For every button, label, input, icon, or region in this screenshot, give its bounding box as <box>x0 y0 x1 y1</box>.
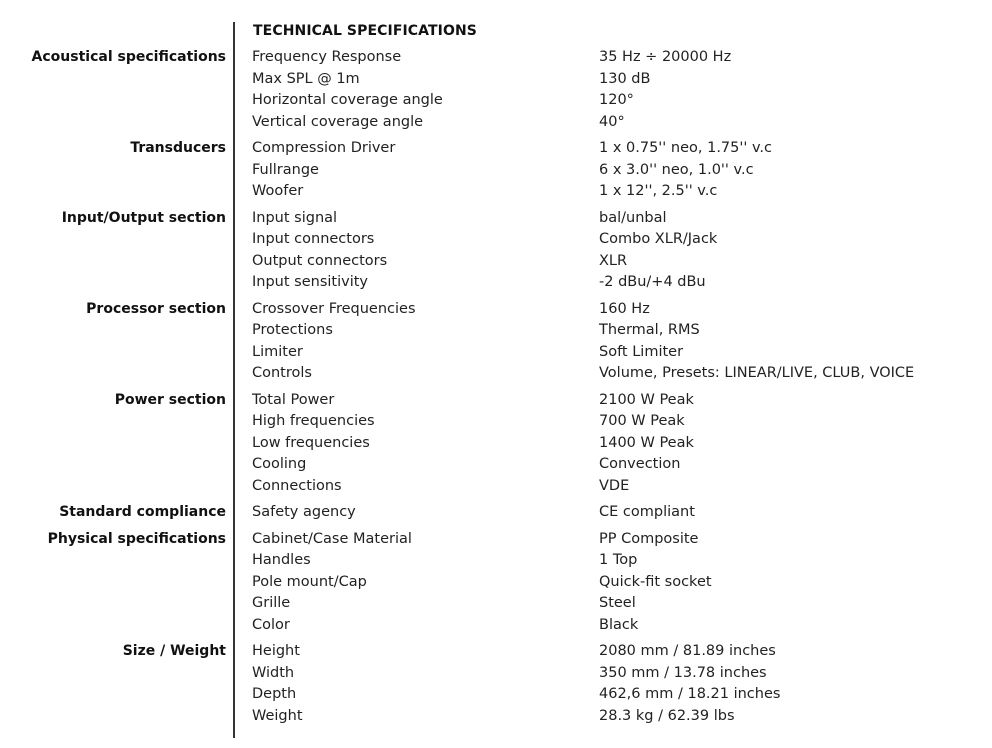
spec-value: Combo XLR/Jack <box>599 231 718 247</box>
spec-row <box>0 229 992 251</box>
spec-value: Soft Limiter <box>599 343 684 360</box>
spec-value: Quick-fit socket <box>599 573 712 590</box>
spec-property: Controls <box>252 365 312 381</box>
spec-value: CE compliant <box>599 504 695 520</box>
spec-row <box>0 272 992 294</box>
spec-property: Frequency Response <box>252 49 402 65</box>
spec-value: XLR <box>599 252 628 269</box>
section-acoustical <box>0 47 992 133</box>
spec-property: Grille <box>252 595 291 611</box>
spec-property: Input signal <box>252 209 338 226</box>
spec-row <box>0 138 992 160</box>
spec-row <box>0 593 992 615</box>
spec-row <box>0 529 992 551</box>
section-power <box>0 390 992 498</box>
spec-row <box>0 454 992 476</box>
spec-value: 350 mm / 13.78 inches <box>599 664 767 681</box>
spec-row <box>0 572 992 594</box>
spec-property: Woofer <box>252 183 304 199</box>
spec-value: 700 W Peak <box>599 413 685 429</box>
spec-row <box>0 684 992 706</box>
spec-row <box>0 181 992 203</box>
spec-row <box>0 663 992 685</box>
spec-property: Total Power <box>252 391 335 408</box>
spec-property: Protections <box>252 322 333 338</box>
spec-value: 35 Hz ÷ 20000 Hz <box>599 49 732 65</box>
section-label: Processor section <box>86 300 226 317</box>
spec-property: Weight <box>252 707 303 724</box>
spec-row <box>0 47 992 69</box>
spec-value: 1 x 12'', 2.5'' v.c <box>599 183 718 199</box>
spec-property: Low frequencies <box>252 434 370 451</box>
section-input-output <box>0 208 992 294</box>
spec-row <box>0 433 992 455</box>
spec-row <box>0 251 992 273</box>
spec-property: Cooling <box>252 456 307 472</box>
spec-value: 160 Hz <box>599 300 650 317</box>
spec-value: PP Composite <box>599 530 699 547</box>
spec-row <box>0 706 992 728</box>
spec-row <box>0 112 992 134</box>
section-label: Power section <box>114 391 226 408</box>
spec-row <box>0 390 992 412</box>
spec-property: Crossover Frequencies <box>252 300 416 317</box>
spec-value: Volume, Presets: LINEAR/LIVE, CLUB, VOICE <box>599 365 915 381</box>
spec-property: Input connectors <box>252 231 375 247</box>
spec-property: Handles <box>252 552 311 568</box>
spec-property: Horizontal coverage angle <box>252 92 443 108</box>
section-label: Size / Weight <box>122 643 226 659</box>
section-label: Transducers <box>130 140 226 156</box>
spec-row <box>0 476 992 498</box>
section-transducers <box>0 138 992 203</box>
spec-property: Cabinet/Case Material <box>252 530 412 547</box>
spec-value: bal/unbal <box>599 209 667 226</box>
spec-row <box>0 550 992 572</box>
section-label: Standard compliance <box>59 504 226 520</box>
spec-value: 1 Top <box>599 552 638 568</box>
spec-value: 1 x 0.75'' neo, 1.75'' v.c <box>599 140 772 156</box>
spec-property: Depth <box>252 686 297 702</box>
spec-property: Compression Driver <box>252 140 396 156</box>
spec-row <box>0 90 992 112</box>
spec-row <box>0 641 992 663</box>
spec-value: Thermal, RMS <box>599 322 700 338</box>
section-physical <box>0 529 992 637</box>
spec-value: 28.3 kg / 62.39 lbs <box>599 707 735 724</box>
spec-property: Limiter <box>252 343 303 360</box>
spec-table <box>0 47 992 732</box>
spec-value: 462,6 mm / 18.21 inches <box>599 686 781 702</box>
section-standard-compliance <box>0 502 992 524</box>
spec-value: 2100 W Peak <box>599 391 694 408</box>
section-label: Acoustical specifications <box>31 49 226 65</box>
spec-property: Pole mount/Cap <box>252 573 367 590</box>
spec-value: -2 dBu/+4 dBu <box>599 274 706 290</box>
spec-value: 2080 mm / 81.89 inches <box>599 643 776 659</box>
spec-value: Convection <box>599 456 681 472</box>
spec-property: High frequencies <box>252 413 375 429</box>
spec-value: Steel <box>599 595 636 611</box>
spec-row <box>0 615 992 637</box>
spec-value: 1400 W Peak <box>599 434 694 451</box>
spec-value: 120° <box>599 92 634 108</box>
spec-property: Safety agency <box>252 504 356 520</box>
page-title: TECHNICAL SPECIFICATIONS <box>253 23 477 39</box>
spec-value: VDE <box>599 477 630 494</box>
spec-property: Width <box>252 664 295 681</box>
spec-value: 40° <box>599 113 625 130</box>
section-label: Input/Output section <box>61 209 226 226</box>
spec-property: Connections <box>252 477 342 494</box>
spec-property: Color <box>252 616 290 633</box>
spec-row <box>0 299 992 321</box>
spec-value: 6 x 3.0'' neo, 1.0'' v.c <box>599 161 754 178</box>
spec-row <box>0 502 992 524</box>
spec-row <box>0 69 992 91</box>
section-size-weight <box>0 641 992 727</box>
spec-row <box>0 160 992 182</box>
spec-row <box>0 208 992 230</box>
spec-property: Height <box>252 643 300 659</box>
spec-property: Vertical coverage angle <box>252 113 424 130</box>
section-label: Physical specifications <box>47 530 226 547</box>
spec-row <box>0 342 992 364</box>
spec-row <box>0 363 992 385</box>
spec-row <box>0 411 992 433</box>
spec-property: Fullrange <box>252 161 319 178</box>
spec-property: Output connectors <box>252 252 388 269</box>
spec-value: 130 dB <box>599 70 651 87</box>
section-processor <box>0 299 992 385</box>
spec-property: Input sensitivity <box>252 274 368 290</box>
spec-value: Black <box>599 616 639 633</box>
spec-row <box>0 320 992 342</box>
spec-property: Max SPL @ 1m <box>252 70 360 87</box>
